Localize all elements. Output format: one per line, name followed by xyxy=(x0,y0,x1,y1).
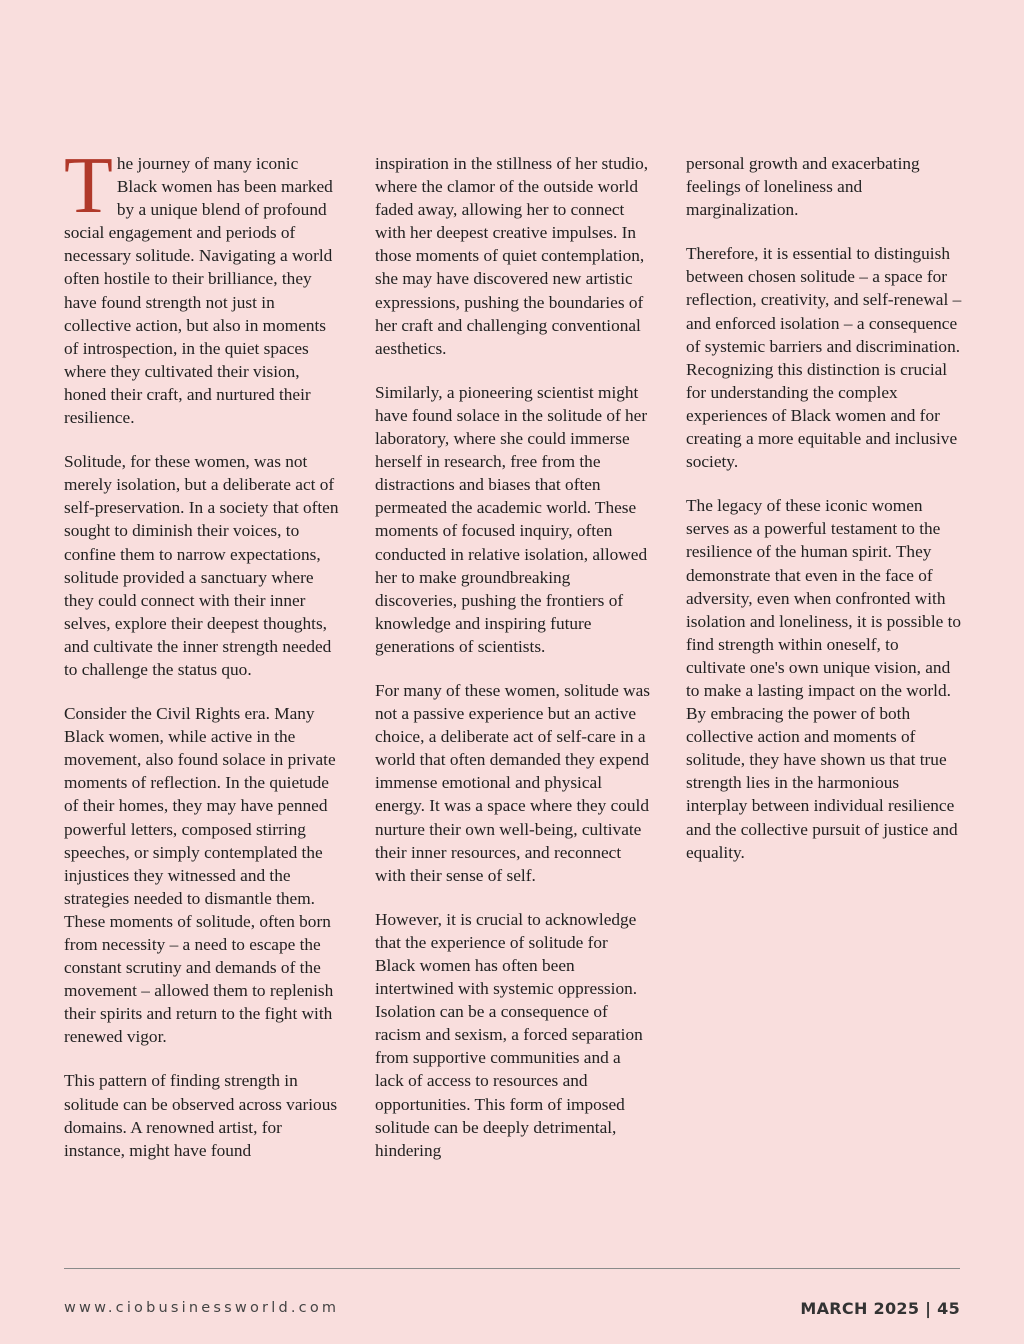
paragraph xyxy=(64,142,340,429)
column-1 xyxy=(64,142,340,1183)
paragraph: Therefore, it is essential to distinguish between chosen solitude – a space for reflection, creativity, and self-renewal – and enforced isolation – a consequence of systemic barriers and discrimination. Recognizing this distinction is crucial for understanding the complex experiences of Black women and for creating a more equitable and inclusive society. xyxy=(686,244,962,472)
paragraph: Similarly, a pioneering scientist might have found solace in the solitude of her laboratory, where she could immerse herself in research, free from the distractions and biases that often permeated the academic world. These moments of focused inquiry, often conducted in relative isolation, allowed her to make groundbreaking discoveries, pushing the frontiers of knowledge and inspiring future generations of scientists. xyxy=(375,382,648,656)
paragraph: This pattern of finding strength in solitude can be observed across various domains. A renowned artist, for instance, might have found xyxy=(64,1071,338,1160)
paragraph-text: he journey of many iconic Black women has been marked by a unique blend of profound social engagement and periods of necessary solitude. Navigating a world often hostile to their brilliance, they have found strength not just in collective action, but also in moments of introspection, in the quiet spaces where they cultivated their vision, honed their craft, and nurtured their resilience. xyxy=(64,154,333,428)
paragraph: Solitude, for these women, was not merely isolation, but a deliberate act of self-preservation. In a society that often sought to diminish their voices, to confine them to narrow expectations, solitude provided a sanctuary where they could connect with their inner selves, explore their deepest thoughts, and cultivate the inner strength needed to challenge the status quo. xyxy=(64,452,339,679)
column-2 xyxy=(375,152,651,1183)
paragraph: Consider the Civil Rights era. Many Black women, while active in the movement, also found solace in private moments of reflection. In the quietude of their homes, they may have penned powerful letters, composed stirring speeches, or simply contemplated the injustices they witnessed and the strategies needed to dismantle them. These moments of solitude, often born from necessity – a need to escape the constant scrutiny and demands of the movement – allowed them to replenish their spirits and return to the fight with renewed vigor. xyxy=(64,704,336,1047)
paragraph: However, it is crucial to acknowledge that the experience of solitude for Black women has often been intertwined with systemic oppression. Isolation can be a consequence of racism and sexism, a forced separation from supportive communities and a lack of access to resources and opportunities. This form of imposed solitude can be deeply detrimental, hindering xyxy=(375,909,643,1160)
paragraph: personal growth and exacerbating feelings of loneliness and marginalization. xyxy=(686,154,920,220)
footer-website: www.ciobusinessworld.com xyxy=(64,1300,340,1316)
paragraph: For many of these women, solitude was not a passive experience but an active choice, a deliberate act of self-care in a world that often demanded they expend immense emotional and physical energy. It was a space where they could nurture their own well-being, cultivate their inner resources, and reconnect with their sense of self. xyxy=(375,680,651,885)
column-3 xyxy=(686,152,962,885)
footer-divider xyxy=(64,1268,960,1269)
paragraph: The legacy of these iconic women serves as a powerful testament to the resilience of the human spirit. They demonstrate that even in the face of adversity, even when confronted with isolation and loneliness, it is possible to find strength within oneself, to cultivate one's own unique vision, and to make a lasting impact on the world. By embracing the power of both collective action and moments of solitude, they have shown us that true strength lies in the harmonious interplay between individual resilience and the collective pursuit of justice and equality. xyxy=(686,496,962,862)
drop-cap: T xyxy=(64,142,113,230)
footer-issue-page: MARCH 2025 | 45 xyxy=(800,1299,960,1318)
article-body xyxy=(64,142,962,1242)
paragraph: inspiration in the stillness of her studio, where the clamor of the outside world faded away, allowing her to connect with her deepest creative impulses. In those moments of quiet contemplation, she may have discovered new artistic expressions, pushing the boundaries of her craft and challenging conventional aesthetics. xyxy=(375,154,649,358)
